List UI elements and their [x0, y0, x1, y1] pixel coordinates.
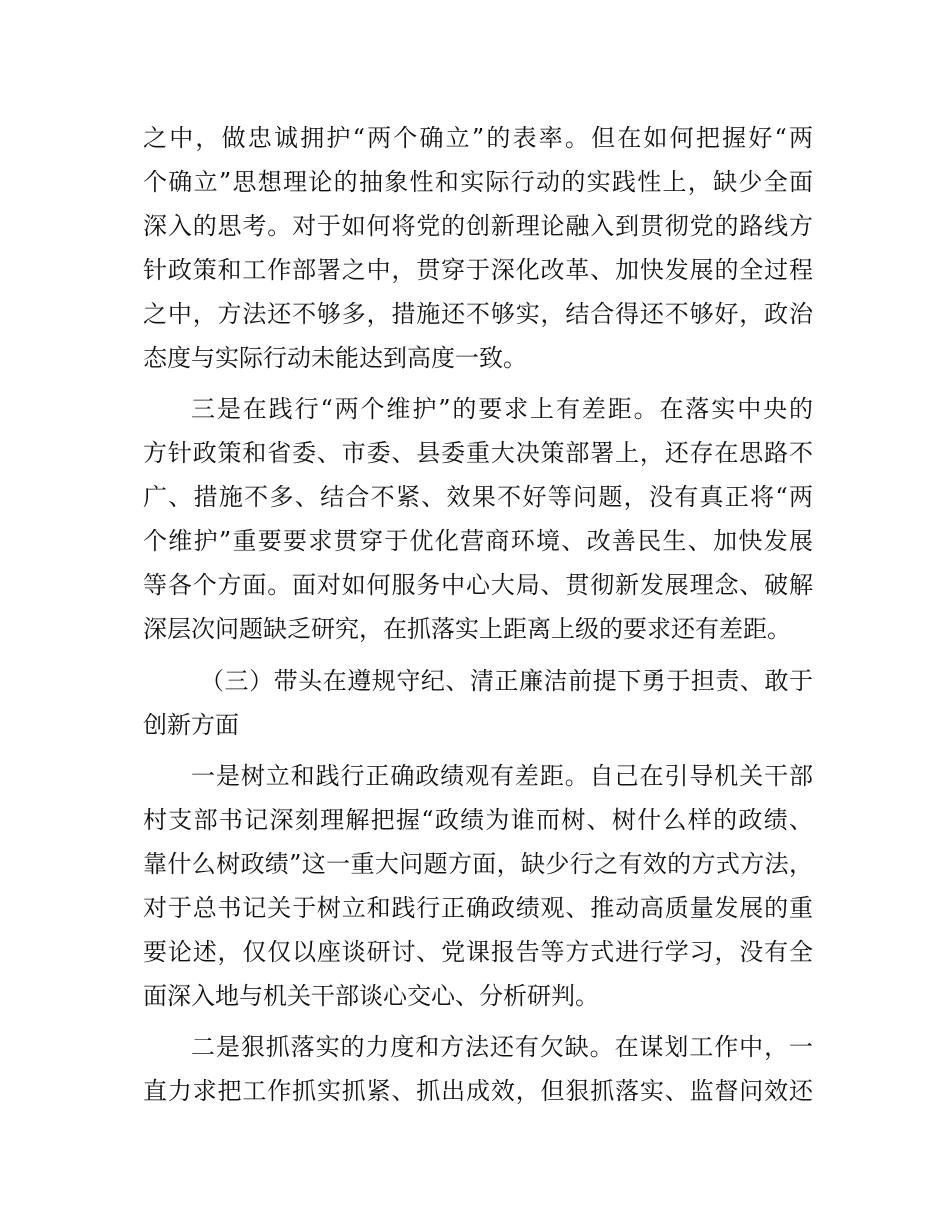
- text-line: 村支部书记深刻理解把握“政绩为谁而树、树什么样的政绩、: [143, 806, 813, 834]
- paragraph-first-line: 二是狠抓落实的力度和方法还有欠缺。在谋划工作中，一: [191, 1033, 813, 1061]
- text-line: 深入的思考。对于如何将党的创新理论融入到贯彻党的路线方: [143, 212, 813, 240]
- text-line: 等各个方面。面对如何服务中心大局、贯彻新发展理念、破解: [143, 571, 813, 599]
- text-line: 靠什么树政绩”这一重大问题方面，缺少行之有效的方式方法，: [143, 850, 813, 878]
- section-heading: （三）带头在遵规守纪、清正廉洁前提下勇于担责、敢于: [200, 667, 813, 695]
- text-line: 要论述，仅仅以座谈研讨、党课报告等方式进行学习，没有全: [143, 938, 813, 966]
- paragraph-first-line: 一是树立和践行正确政绩观有差距。自己在引导机关干部: [191, 762, 813, 790]
- text-line: 直力求把工作抓实抓紧、抓出成效，但狠抓落实、监督问效还: [143, 1077, 813, 1105]
- text-line: 深层次问题缺乏研究，在抓落实上距离上级的要求还有差距。: [143, 615, 791, 643]
- section-heading-continuation: 创新方面: [143, 711, 239, 739]
- text-line: 个维护”重要要求贯穿于优化营商环境、改善民生、加快发展: [143, 527, 813, 555]
- text-line: 方针政策和省委、市委、县委重大决策部署上，还存在思路不: [143, 439, 813, 467]
- text-line: 之中，做忠诚拥护“两个确立”的表率。但在如何把握好“两: [143, 124, 813, 152]
- text-line: 个确立”思想理论的抽象性和实际行动的实践性上，缺少全面: [143, 168, 813, 196]
- text-line: 针政策和工作部署之中，贯穿于深化改革、加快发展的全过程: [143, 256, 813, 284]
- text-line: 态度与实际行动未能达到高度一致。: [143, 344, 527, 372]
- text-line: 面深入地与机关干部谈心交心、分析研判。: [143, 982, 599, 1010]
- text-line: 之中，方法还不够多，措施还不够实，结合得还不够好，政治: [143, 300, 813, 328]
- text-line: 对于总书记关于树立和践行正确政绩观、推动高质量发展的重: [143, 894, 813, 922]
- text-line: 广、措施不多、结合不紧、效果不好等问题，没有真正将“两: [143, 483, 813, 511]
- paragraph-first-line: 三是在践行“两个维护”的要求上有差距。在落实中央的: [191, 395, 813, 423]
